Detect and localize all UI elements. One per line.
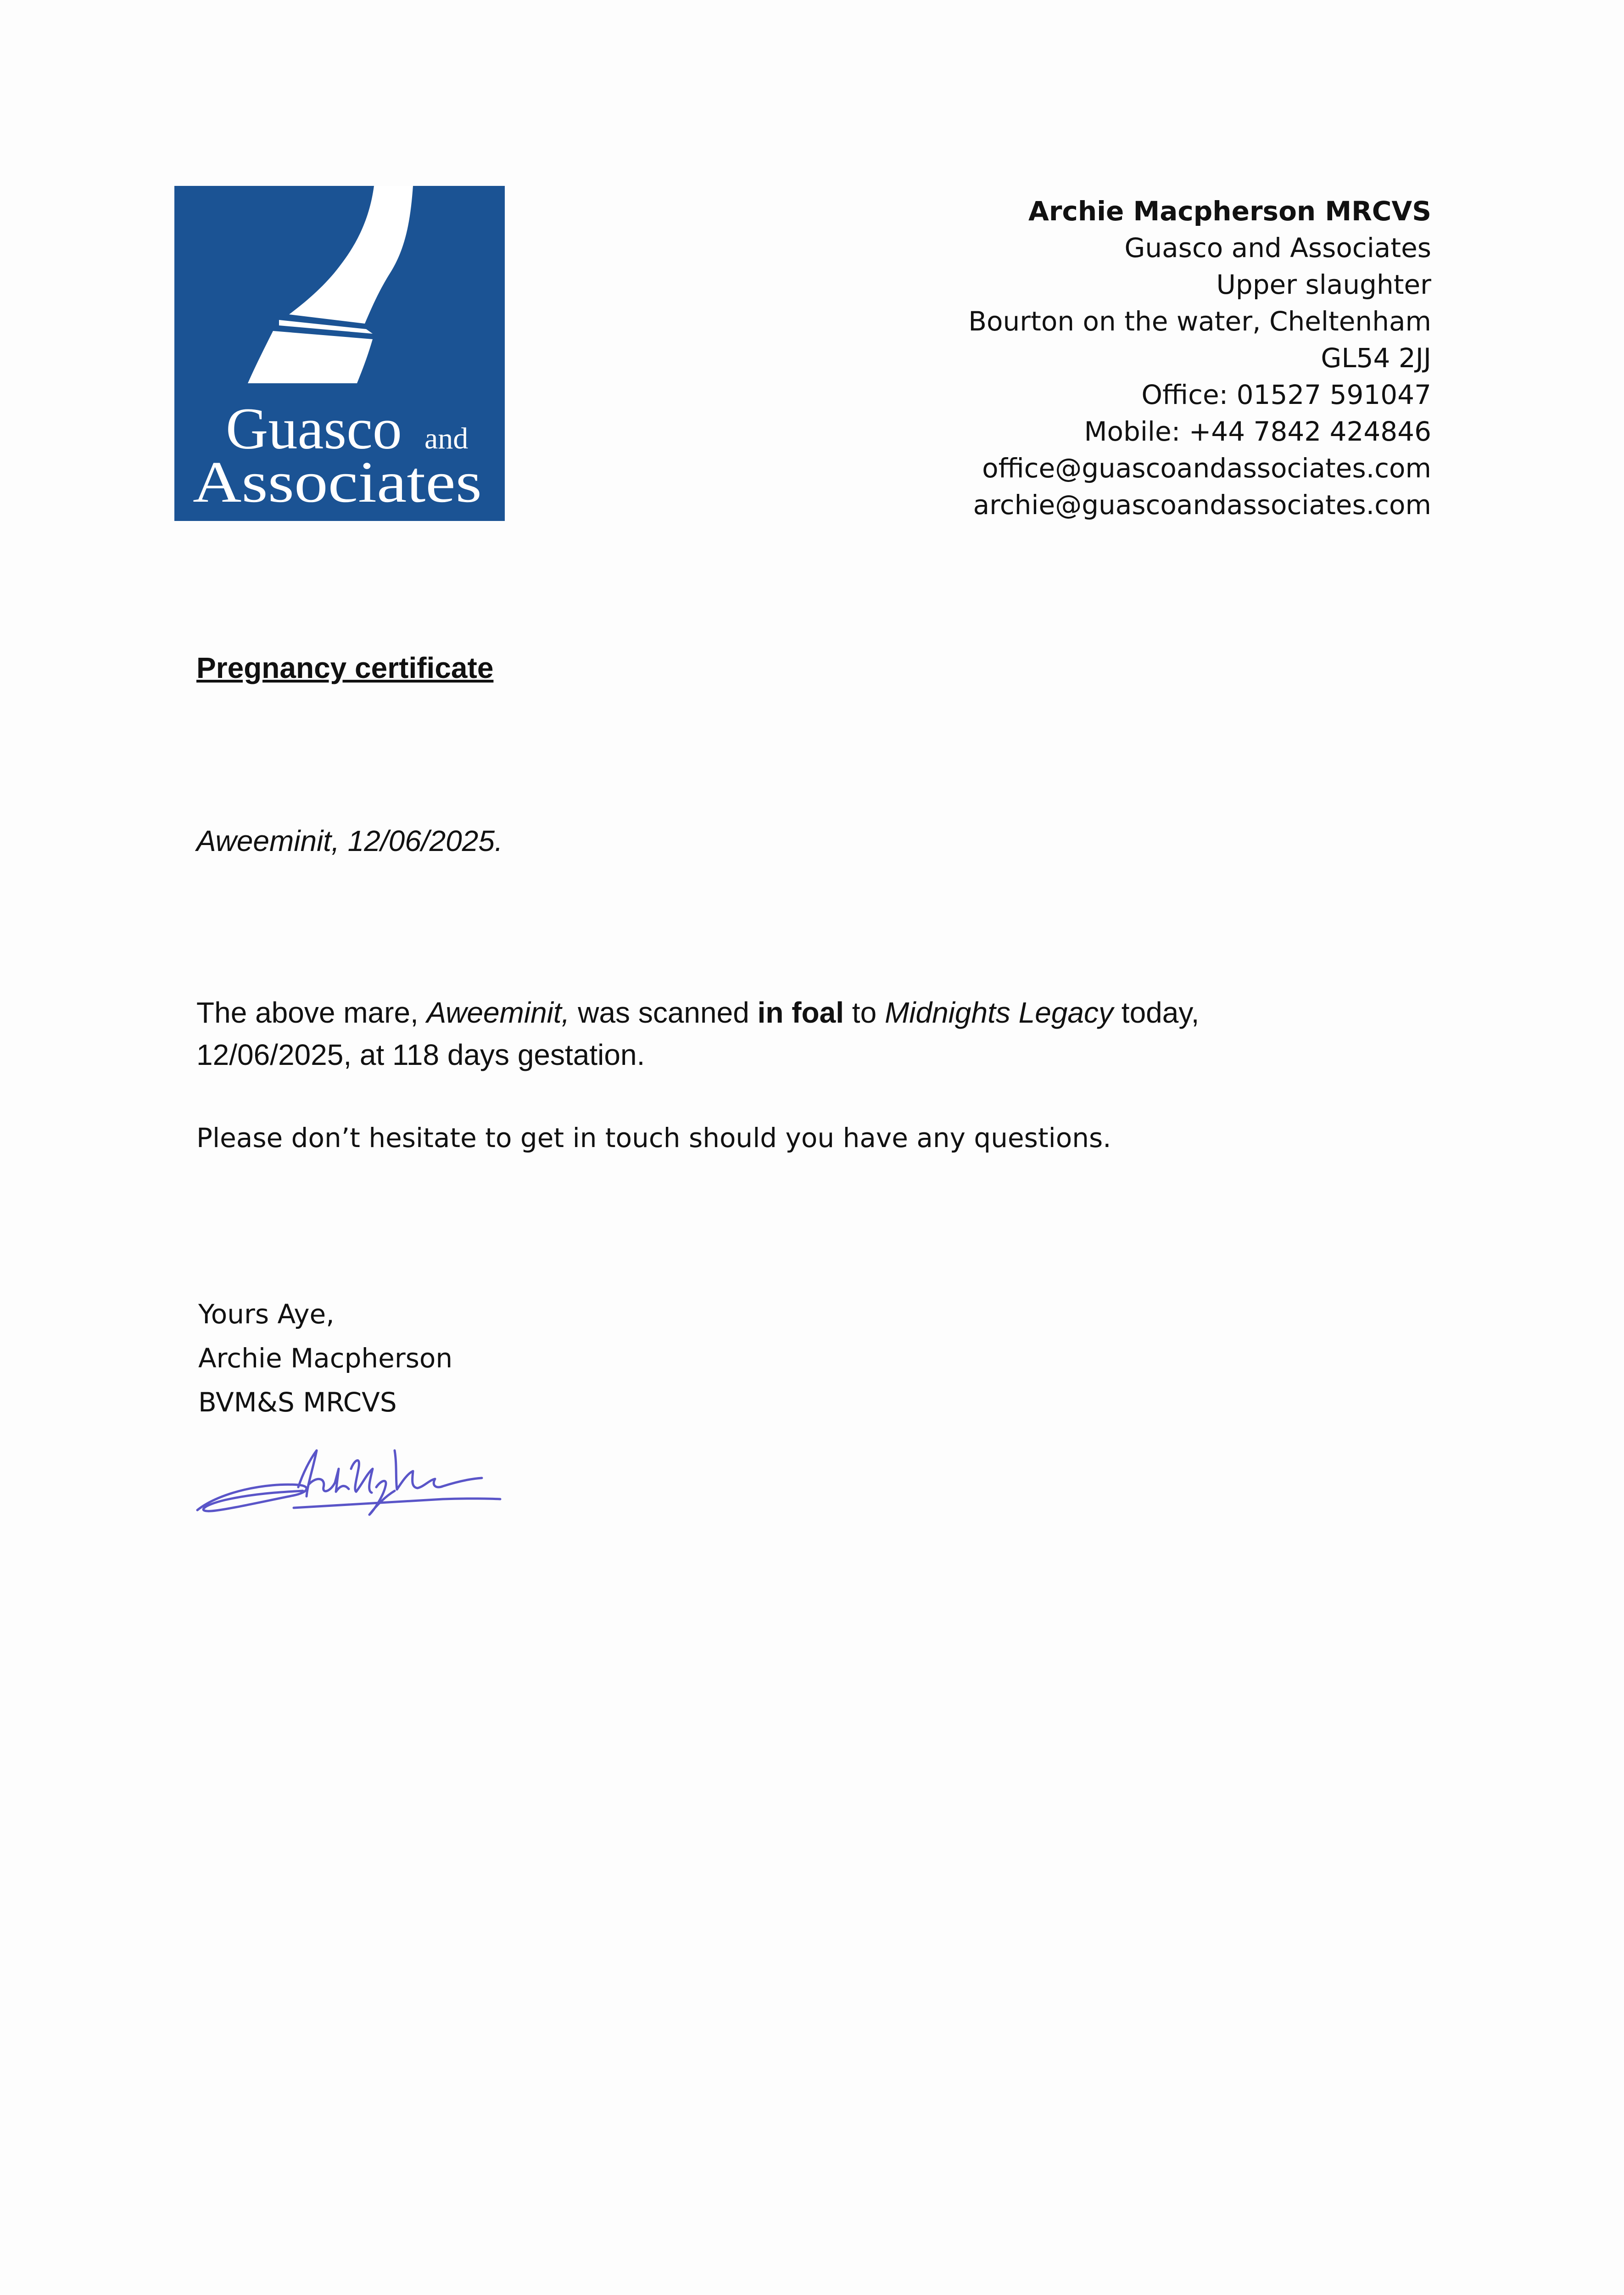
office-email: office@guascoandassociates.com <box>982 453 1431 484</box>
address-line-1: Upper slaughter <box>1216 269 1431 300</box>
pregnancy-status: in foal <box>757 996 844 1029</box>
statement-text-2: was scanned <box>569 996 758 1029</box>
statement-text-4: today, 12/06/2025, at 118 days gestation. <box>196 996 1200 1071</box>
mobile-phone: Mobile: +44 7842 424846 <box>1084 416 1431 447</box>
logo-line2: Associates <box>193 449 482 515</box>
sign-off <box>198 1292 452 1424</box>
document-title: Pregnancy certificate <box>196 651 494 684</box>
stallion-name: Midnights Legacy <box>884 996 1113 1029</box>
contact-block <box>789 193 1431 523</box>
statement-text-1: The above mare, <box>196 996 427 1029</box>
logo-line1-small: and <box>424 422 469 455</box>
practice-logo <box>174 186 505 521</box>
statement-text-3: to <box>844 996 885 1029</box>
mare-name: Aweeminit, <box>426 996 570 1029</box>
address-line-2: Bourton on the water, Cheltenham <box>968 306 1431 337</box>
vet-email: archie@guascoandassociates.com <box>973 489 1431 521</box>
closing-paragraph: Please don’t hesitate to get in touch should you have any questions. <box>196 1122 1111 1153</box>
salutation: Yours Aye, <box>198 1299 335 1330</box>
certificate-statement <box>196 991 1321 1076</box>
postcode: GL54 2JJ <box>1321 342 1431 374</box>
logo-line1: Guasco <box>226 396 402 461</box>
signatory-name: Archie Macpherson <box>198 1343 453 1374</box>
office-phone: Office: 01527 591047 <box>1141 379 1431 410</box>
practice-name: Guasco and Associates <box>1124 232 1431 263</box>
mare-date-line: Aweeminit, 12/06/2025. <box>196 824 503 857</box>
signatory-credentials: BVM&S MRCVS <box>198 1387 397 1418</box>
horse-hoof-icon <box>174 186 505 521</box>
handwritten-signature <box>193 1441 505 1524</box>
vet-name: Archie Macpherson MRCVS <box>1028 196 1431 227</box>
